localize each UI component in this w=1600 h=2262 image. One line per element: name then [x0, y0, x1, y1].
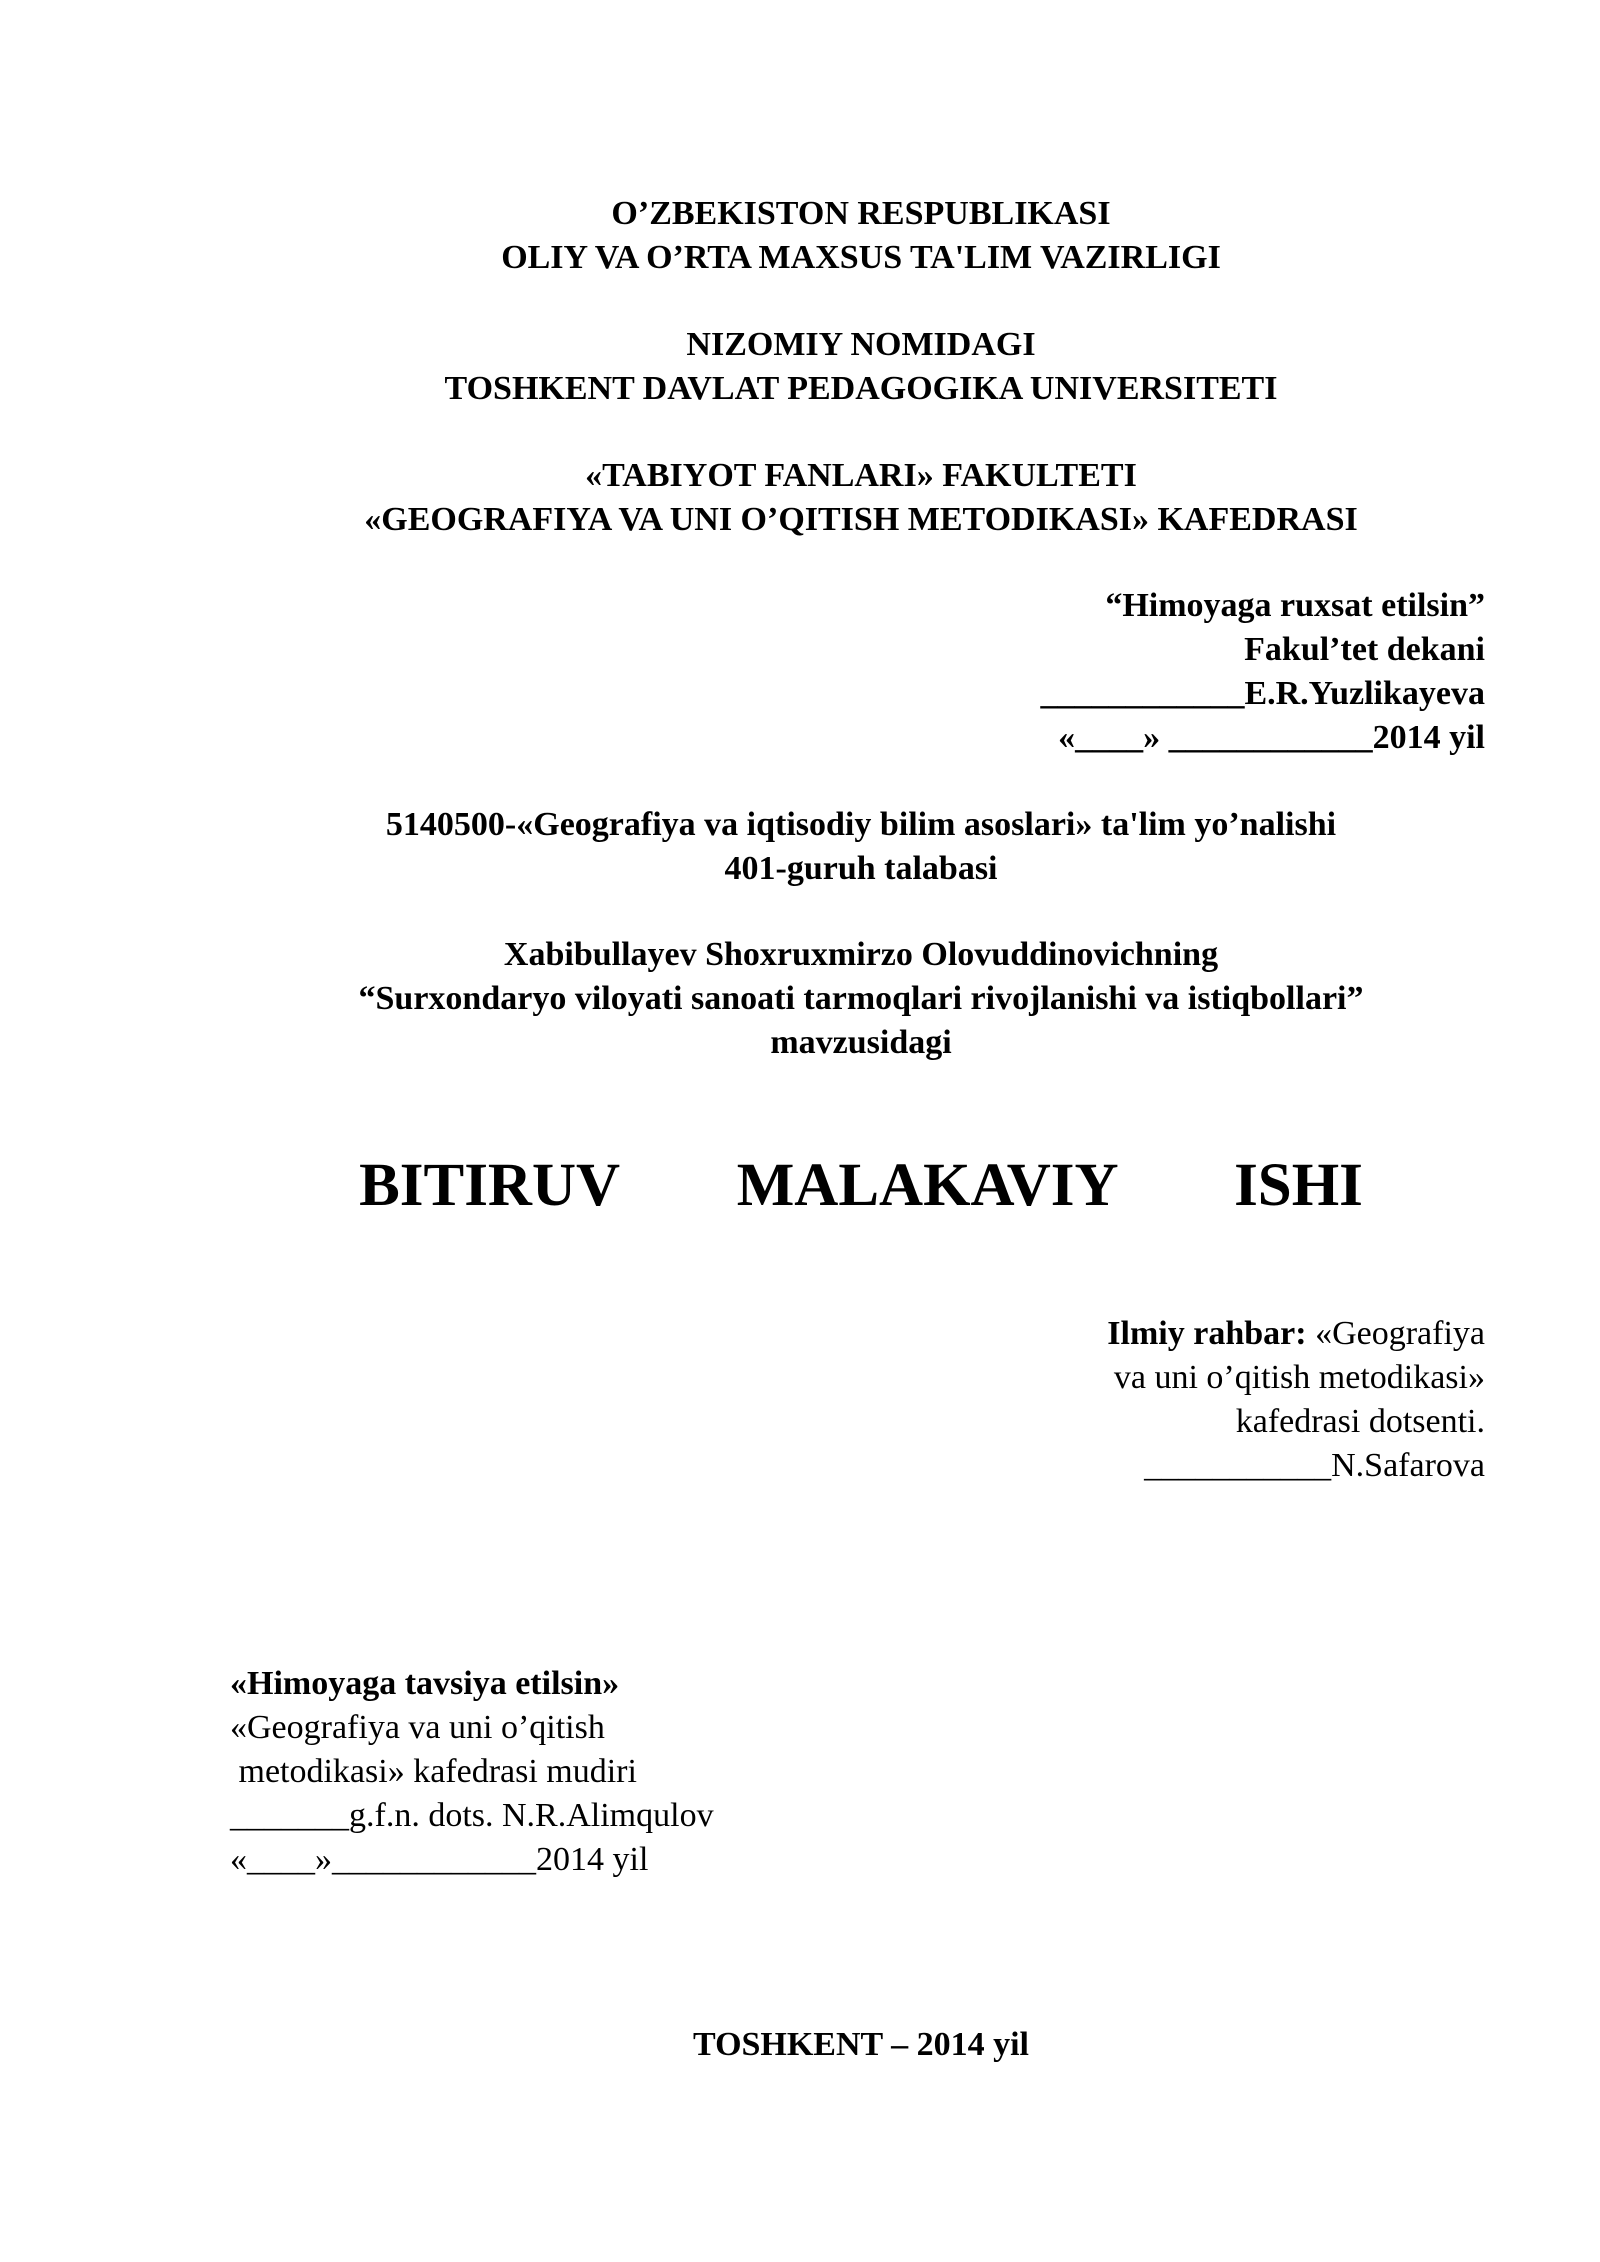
head-approval-line-2: «Geografiya va uni o’qitish: [230, 1709, 605, 1746]
program-line: 5140500-«Geografiya va iqtisodiy bilim asoslari» ta'lim yo’nalishi: [385, 806, 1337, 843]
supervisor-line-2: va uni o’qitish metodikasi»: [1113, 1359, 1485, 1396]
faculty-name: «TABIYOT FANLARI» FAKULTETI: [585, 457, 1137, 494]
ministry-line-1: O’ZBEKISTON RESPUBLIKASI: [611, 195, 1111, 232]
group-line: 401-guruh talabasi: [724, 850, 998, 887]
ministry-line-2: OLIY VA O’RTA MAXSUS TA'LIM VAZIRLIGI: [501, 239, 1221, 276]
student-name: Xabibullayev Shoxruxmirzo Olovuddinovichning: [503, 936, 1219, 973]
head-date-line: «____»____________2014 yil: [230, 1841, 649, 1878]
head-approval-line-3: metodikasi» kafedrasi mudiri: [230, 1753, 637, 1790]
university-line-2: TOSHKENT DAVLAT PEDAGOGIKA UNIVERSITETI: [444, 370, 1278, 407]
thesis-topic-suffix: mavzusidagi: [770, 1024, 952, 1061]
head-signature-line: _______g.f.n. dots. N.R.Alimqulov: [230, 1797, 714, 1834]
dean-date-line: «____» ____________2014 yil: [1058, 719, 1485, 756]
dean-approval-line-1: “Himoyaga ruxsat etilsin”: [1105, 587, 1485, 624]
footer-city-year: TOSHKENT – 2014 yil: [693, 2026, 1029, 2063]
supervisor-line-1-rest: «Geografiya: [1306, 1315, 1485, 1352]
supervisor-line-3: kafedrasi dotsenti.: [1235, 1403, 1485, 1440]
university-line-1: NIZOMIY NOMIDAGI: [686, 326, 1036, 363]
supervisor-signature-line: ___________N.Safarova: [1144, 1447, 1485, 1484]
dean-signature-line: ____________E.R.Yuzlikayeva: [1040, 675, 1485, 712]
thesis-topic: “Surxondaryo viloyati sanoati tarmoqlari rivojlanishi va istiqbollari”: [358, 980, 1364, 1017]
supervisor-line-1: [1107, 1314, 1485, 1354]
department-name: «GEOGRAFIYA VA UNI O’QITISH METODIKASI» KAFEDRASI: [364, 501, 1358, 538]
supervisor-label: Ilmiy rahbar:: [1107, 1315, 1307, 1352]
document-title: BITIRUV MALAKAVIY ISHI: [359, 1152, 1363, 1219]
dean-approval-line-2: Fakul’tet dekani: [1244, 631, 1485, 668]
head-approval-line-1: «Himoyaga tavsiya etilsin»: [230, 1665, 620, 1702]
